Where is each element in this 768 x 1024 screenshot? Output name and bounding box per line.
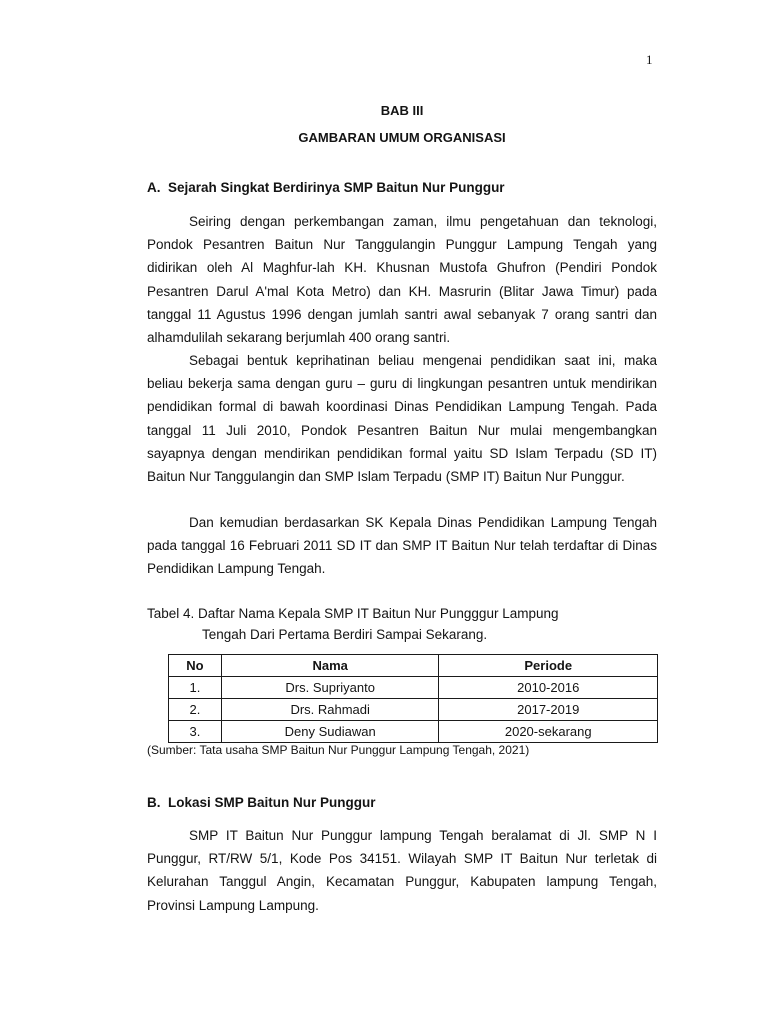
section-a-paragraph: Sebagai bentuk keprihatinan beliau mengenai pendidikan saat ini, maka beliau bekerja sama dengan guru – guru di lingkungan pesantren untuk mendirikan pendidikan formal di bawah koordinasi Dinas Pendidikan Lampung Tengah. Pada tanggal 11 Juli 2010, Pondok Pesantren Baitun Nur mulai mengembangkan sayapnya dengan mendirikan pendidikan formal yaitu SD Islam Terpadu (SD IT) Baitun Nur Tanggulangin dan SMP Islam Terpadu (SMP IT) Baitun Nur Punggur. <box>147 353 657 485</box>
section-a-heading-text: Sejarah Singkat Berdirinya SMP Baitun Nur Punggur <box>168 180 505 195</box>
table-header-cell: No <box>169 655 222 677</box>
section-a-paragraph: Seiring dengan perkembangan zaman, ilmu pengetahuan dan teknologi, Pondok Pesantren Baitun Nur Tanggulangin Punggur Lampung Tengah yang didirikan oleh Al Maghfur-lah KH. Khusnan Mustofa Ghufron (Pendiri Pondok Pesantren Darul A'mal Kota Metro) dan KH. Masrurin (Blitar Jawa Timur) pada tanggal 11 Agustus 1996 dengan jumlah santri awal sebanyak 7 orang santri dan alhamdulilah sekarang berjumlah 400 orang santri. <box>147 214 657 346</box>
table-header-cell: Periode <box>439 655 658 677</box>
table-cell: 2. <box>169 699 222 721</box>
table-cell: Deny Sudiawan <box>221 721 439 743</box>
section-b-letter: B. <box>147 795 161 810</box>
table-header-row <box>169 655 658 677</box>
table-row <box>169 677 658 699</box>
section-b-paragraph: SMP IT Baitun Nur Punggur lampung Tengah beralamat di Jl. SMP N I Punggur, RT/RW 5/1, Kode Pos 34151. Wilayah SMP IT Baitun Nur terletak di Kelurahan Tanggul Angin, Kecamatan Punggur, Kabupaten lampung Tengah, Provinsi Lampung Lampung. <box>147 828 657 913</box>
table-row <box>169 721 658 743</box>
section-a-letter: A. <box>147 180 161 195</box>
table-source-note: (Sumber: Tata usaha SMP Baitun Nur Punggur Lampung Tengah, 2021) <box>147 743 530 757</box>
section-a-heading <box>147 180 505 195</box>
chapter-title: GAMBARAN UMUM ORGANISASI <box>298 130 506 145</box>
page-number: 1 <box>646 52 653 67</box>
table-cell: 1. <box>169 677 222 699</box>
table-cell: 2020-sekarang <box>439 721 658 743</box>
chapter-label: BAB III <box>380 103 424 118</box>
table-cell: 2017-2019 <box>439 699 658 721</box>
table-caption-line-1: Tabel 4. Daftar Nama Kepala SMP IT Baitun Nur Pungggur Lampung <box>147 606 559 621</box>
table-caption-line-2: Tengah Dari Pertama Berdiri Sampai Sekarang. <box>202 627 488 642</box>
section-b-heading-text: Lokasi SMP Baitun Nur Punggur <box>168 795 376 810</box>
principal-table <box>168 654 658 743</box>
table-header-cell: Nama <box>221 655 439 677</box>
table-cell: Drs. Rahmadi <box>221 699 439 721</box>
table-row <box>169 699 658 721</box>
table-cell: 2010-2016 <box>439 677 658 699</box>
section-a-paragraph: Dan kemudian berdasarkan SK Kepala Dinas Pendidikan Lampung Tengah pada tanggal 16 Februari 2011 SD IT dan SMP IT Baitun Nur telah terdaftar di Dinas Pendidikan Lampung Tengah. <box>147 515 657 577</box>
table-cell: 3. <box>169 721 222 743</box>
table-cell: Drs. Supriyanto <box>221 677 439 699</box>
section-b-heading <box>147 795 376 810</box>
